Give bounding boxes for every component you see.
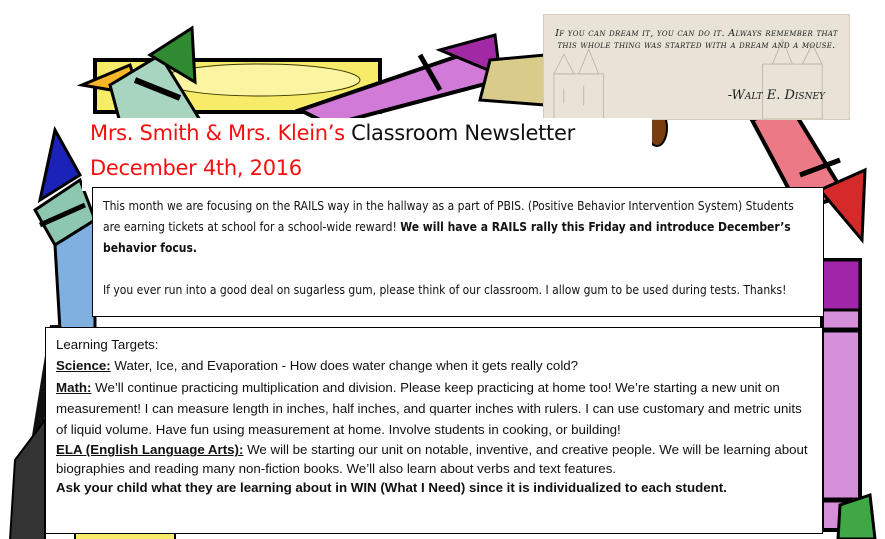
quote-image	[543, 14, 850, 120]
gum-paragraph: If you ever run into a good deal on sugarless gum, please think of our classroom. I allow gum to be used during tests. Thanks!	[103, 283, 787, 297]
math-text: We’ll continue practicing multiplication and division. Please keep practicing at home too! We’re starting a new unit on measurement! I can measure length in inches, half inches, and quarter inches with rulers. I can use customary and metric units of liquid volume. Have fun using measurement at home. Involve students in cooking, or building!	[56, 379, 802, 438]
win-note	[56, 478, 812, 497]
magenta-crayon-icon	[822, 260, 875, 539]
teacher-names: Mrs. Smith & Mrs. Klein’s	[90, 121, 345, 145]
math-target	[56, 377, 812, 441]
science-text: Water, Ice, and Evaporation - How does water change when it gets really cold?	[110, 358, 579, 374]
learning-targets-box	[45, 327, 823, 534]
quote-author: -Walt E. Disney	[727, 88, 825, 103]
ela-target	[56, 440, 812, 478]
ela-label: ELA (English Language Arts):	[56, 442, 244, 458]
science-target	[56, 355, 812, 376]
rails-rally-note: We will have a RAILS rally this Friday and introduce December’s behavior focus.	[103, 220, 791, 255]
tan-crayon-icon	[480, 55, 545, 105]
science-label: Science:	[56, 358, 111, 374]
math-label: Math:	[56, 379, 92, 395]
ela-text: We will be starting our unit on notable, inventive, and creative people. We will be learning about biographies and reading many non-fiction books. We’ll also learn about verbs and text features.	[56, 442, 808, 477]
newsletter-header	[82, 118, 652, 191]
pbis-text: This month we are focusing on the RAILS way in the hallway as a part of PBIS. (Positive Behavior Intervention System) Students are earning tickets at school for a school-wide reward!	[103, 199, 794, 234]
newsletter-label: Classroom Newsletter	[351, 121, 575, 145]
pbis-paragraph	[103, 196, 813, 259]
announcement-box	[92, 187, 824, 317]
quote-text: If you can dream it, you can do it. Always remember that this whole thing was started with a dream and a mouse.	[555, 28, 838, 51]
learning-targets-heading: Learning Targets:	[56, 337, 159, 352]
newsletter-title	[90, 121, 575, 145]
win-note-text: Ask your child what they are learning about in WIN (What I Need) since it is individualized to each student.	[56, 480, 727, 496]
newsletter-date: December 4th, 2016	[90, 156, 302, 180]
